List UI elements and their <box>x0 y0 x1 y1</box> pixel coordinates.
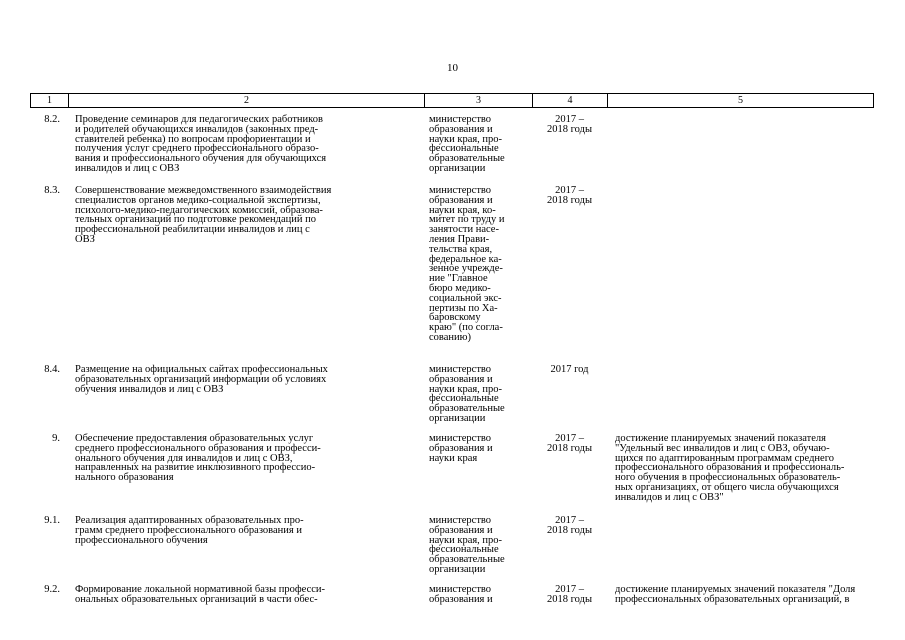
row-term: 2017 – 2018 годы <box>546 584 592 605</box>
row-activity: Совершенствование межведомственного взаимодействия специалистов органов медико-социальной экспертизы, психолого-медико-педагогических комиссий, образова- тельных организаций по подготовке рекомендаций по профессиональной реабилитации инвалидов и лиц с ОВЗ <box>75 185 332 245</box>
row-activity: Реализация адаптированных образовательных про- грамм среднего профессионального образования и профессионального обучения <box>75 515 304 546</box>
row-term: 2017 – 2018 годы <box>546 515 592 536</box>
row-number: 8.2. <box>44 114 60 125</box>
row-term: 2017 – 2018 годы <box>546 185 592 206</box>
row-number: 8.3. <box>44 185 60 196</box>
row-executor: министерство образования и науки края, про- фессиональные образовательные организации <box>429 515 505 575</box>
row-result <box>607 516 872 575</box>
header-col-3: 3 <box>425 94 533 107</box>
table-row <box>30 365 874 424</box>
header-col-1: 1 <box>31 94 69 107</box>
table-header <box>30 93 874 108</box>
row-term: 2017 – 2018 годы <box>546 114 592 135</box>
row-result: достижение планируемых значений показателя "Удельный вес инвалидов и лиц с ОВЗ, обучаю- щихся по адаптированным программам среднего профессионального образования и профессиональ- ного обучения в профессиональных образователь- ных организациях, от общего числа обучающихся инвалидов и лиц с ОВЗ" <box>615 433 845 503</box>
row-number: 9.2. <box>44 584 60 595</box>
row-activity: Размещение на официальных сайтах профессиональных образовательных организаций информации об условиях обучения инвалидов и лиц с ОВЗ <box>75 364 328 395</box>
row-term: 2017 – 2018 годы <box>546 433 592 454</box>
row-activity: Обеспечение предоставления образовательных услуг среднего профессионального образования и професси- онального обучения для инвалидов и лиц с ОВЗ, направленных на развитие инклюзивного профессио- нального образования <box>75 433 321 484</box>
row-result: достижение планируемых значений показателя "Доля профессиональных образовательных организаций, в <box>615 584 856 605</box>
row-activity: Проведение семинаров для педагогических работников и родителей обучающихся инвалидов (законных пред- ставителей ребенка) по вопросам профориентации и получения услуг среднего профессионального образо- вания и профессионального обучения для обучающихся инвалидов и лиц с ОВЗ <box>75 114 327 174</box>
row-number: 9. <box>52 433 60 444</box>
row-executor: министерство образования и науки края, про- фессиональные образовательные организации <box>429 364 505 424</box>
row-activity: Формирование локальной нормативной базы професси- ональных образовательных организаций в части обес- <box>75 584 326 605</box>
row-term: 2017 год <box>550 364 589 375</box>
table-row <box>30 434 874 503</box>
row-result <box>607 365 872 424</box>
table-row <box>30 516 874 575</box>
row-executor: министерство образования и науки края, про- фессиональные образовательные организации <box>429 114 505 174</box>
row-executor: министерство образования и науки края <box>429 433 493 464</box>
page-number: 10 <box>447 62 458 74</box>
row-result <box>607 115 872 174</box>
row-number: 9.1. <box>44 515 60 526</box>
table-row <box>30 115 874 174</box>
row-executor: министерство образования и <box>429 584 493 605</box>
row-number: 8.4. <box>44 364 60 375</box>
row-result <box>607 186 872 343</box>
table-row <box>30 186 874 343</box>
row-executor: министерство образования и науки края, ко- митет по труду и занятости насе- ления Прави- тельства края, федеральное ка- зенное учрежде- ние "Главное бюро медико- социальной экс- пертизы по Ха- баровскому краю" (по согла- сованию) <box>429 185 505 343</box>
header-col-2: 2 <box>69 94 425 107</box>
header-col-4: 4 <box>533 94 608 107</box>
table-row <box>30 585 874 605</box>
header-col-5: 5 <box>738 95 743 106</box>
